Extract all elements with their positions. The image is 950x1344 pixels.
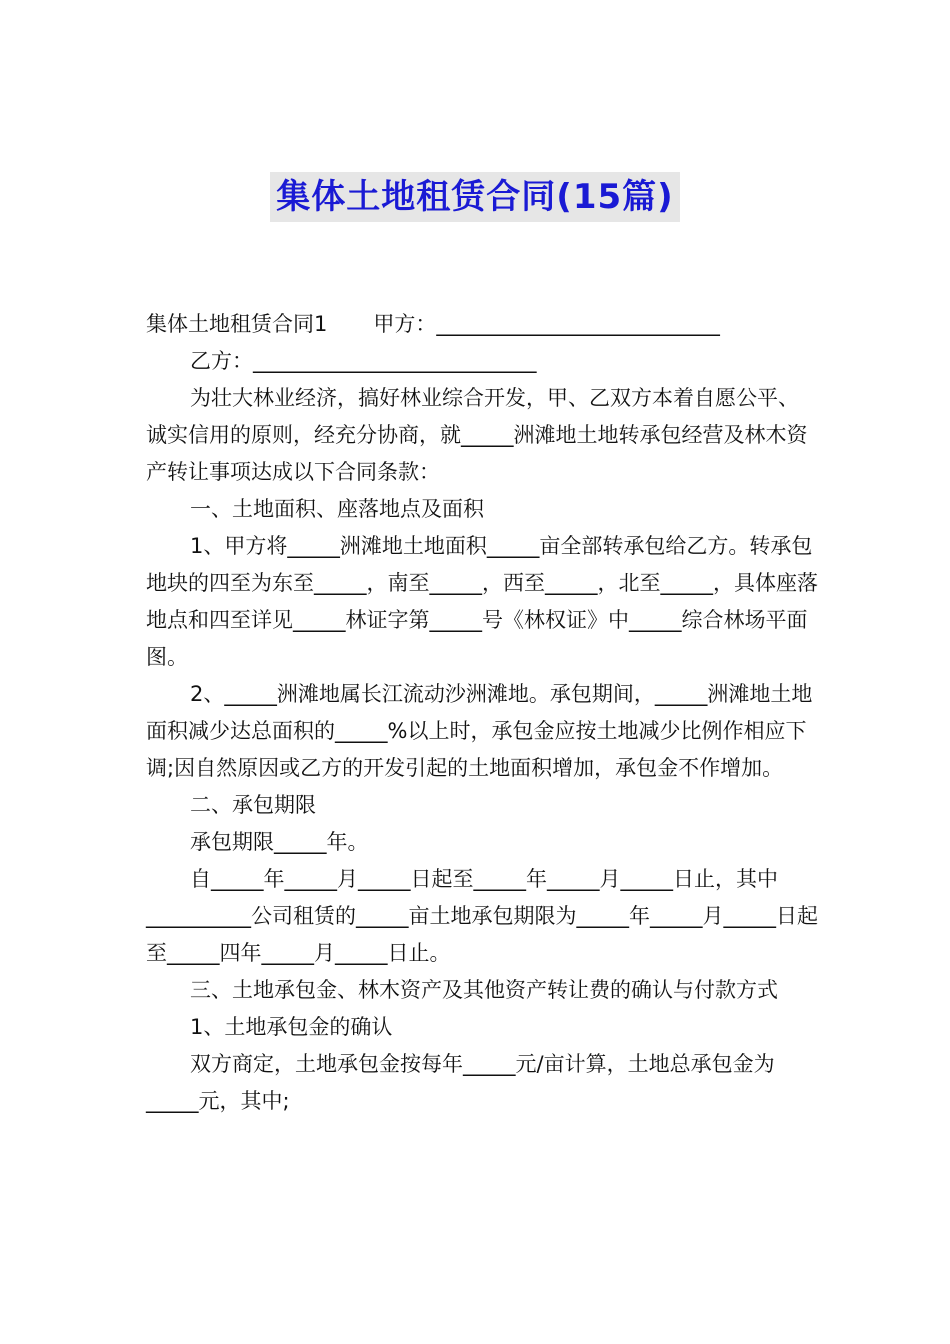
clause-3-1-heading: 1、土地承包金的确认 [190, 1015, 393, 1039]
document-body [146, 306, 818, 1120]
section-heading-3: 三、土地承包金、林木资产及其他资产转让费的确认与付款方式 [190, 978, 778, 1002]
section-heading-2: 二、承包期限 [190, 793, 316, 817]
contract-label: 集体土地租赁合同1 [146, 312, 328, 336]
section-heading-1: 一、土地面积、座落地点及面积 [190, 497, 484, 521]
clause-1-2: 2、_____洲滩地属长江流动沙洲滩地。承包期间，_____洲滩地土地面积减少达总面积的_____%以上时，承包金应按土地减少比例作相应下调;因自然原因或乙方的开发引起的土地面积增加，承包金不作增加。 [146, 682, 813, 780]
party-a-field: 甲方：___________________________ [373, 312, 720, 336]
clause-3-1-text: 双方商定，土地承包金按每年_____元/亩计算，土地总承包金为_____元，其中; [146, 1052, 775, 1113]
title-container [0, 172, 950, 222]
clause-1-1: 1、甲方将_____洲滩地土地面积_____亩全部转承包给乙方。转承包地块的四至为东至_____，南至_____，西至_____，北至_____，具体座落地点和四至详见_____林证字第_____号《林权证》中_____综合林场平面图。 [146, 534, 818, 669]
term-duration: 承包期限_____年。 [190, 830, 369, 854]
preamble-paragraph: 为壮大林业经济，搞好林业综合开发，甲、乙双方本着自愿公平、诚实信用的原则，经充分协商，就_____洲滩地土地转承包经营及林木资产转让事项达成以下合同条款： [146, 386, 808, 484]
term-dates: 自_____年_____月_____日起至_____年_____月_____日止，其中__________公司租赁的_____亩土地承包期限为_____年_____月_____日起至_____四年_____月_____日止。 [146, 867, 818, 965]
document-title: 集体土地租赁合同(15篇) [270, 172, 679, 222]
heading-line [146, 306, 818, 343]
party-b-field: 乙方：___________________________ [190, 349, 537, 373]
